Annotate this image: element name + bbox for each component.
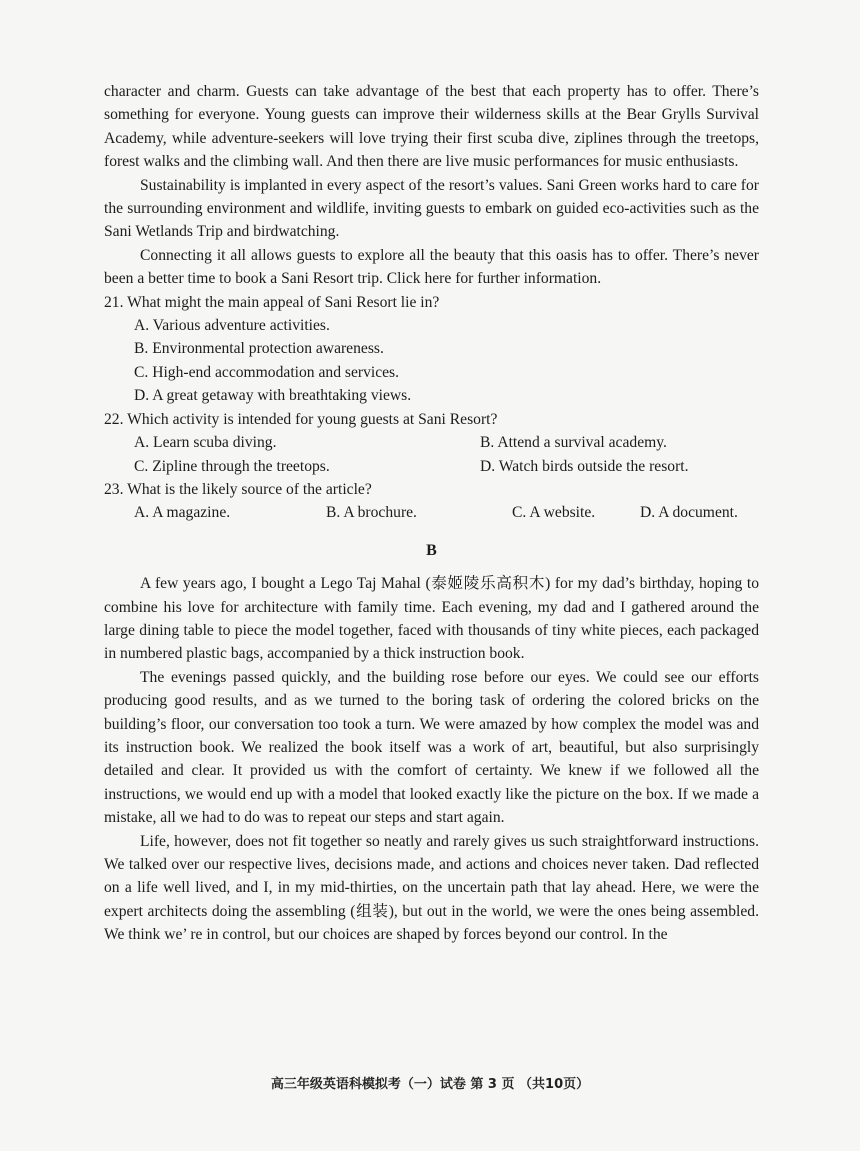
passage-a-paragraph: Sustainability is implanted in every aspect of the resort’s values. Sani Green works hard to care for the surrounding environment and wildlife, inviting guests to embark on guided eco-activities such as the Sani Wetlands Trip and birdwatching. — [104, 176, 759, 241]
option-a: A. Learn scuba diving. — [134, 434, 277, 452]
option-b: B. A brochure. — [326, 504, 417, 522]
option-a: A. A magazine. — [134, 504, 231, 522]
passage-b-paragraph: The evenings passed quickly, and the building rose before our eyes. We could see our efforts producing good results, and as we turned to the boring task of ordering the colored bricks on the building’s floor, our conversation too took a turn. We were amazed by how complex the model was and its instruction book. We realized the book itself was a work of art, beautiful, but also surprisingly detailed and clear. It provided us with the comfort of certainty. We knew if we followed all the instructions, we would end up with a model that looked exactly like the picture on the box. If we made a mistake, all we had to do was to repeat our steps and start again. — [104, 668, 759, 827]
question-stem: 23. What is the likely source of the article? — [104, 480, 372, 498]
question-23 — [104, 478, 759, 525]
section-heading: B — [426, 541, 437, 559]
option-c: C. A website. — [512, 504, 596, 522]
page-footer: 高三年级英语科模拟考（一）试卷 第 3 页 （共10页） — [270, 1077, 590, 1092]
option-d: D. A great getaway with breathtaking views. — [134, 387, 412, 405]
question-stem: 21. What might the main appeal of Sani Resort lie in? — [104, 293, 440, 311]
page-content — [104, 80, 759, 947]
passage-a-paragraph: Connecting it all allows guests to explore all the beauty that this oasis has to offer. There’s never been a better time to book a Sani Resort trip. Click here for further information. — [104, 246, 759, 288]
option-list — [104, 314, 759, 408]
passage-a-paragraph: character and charm. Guests can take advantage of the best that each property has to offer. There’s something for everyone. Young guests can improve their wilderness skills at the Bear Grylls Survival Academy, while adventure-seekers will love trying their first scuba dive, ziplines through the treetops, forest walks and the climbing wall. And then there are live music performances for music enthusiasts. — [104, 83, 759, 171]
option-a: A. Various adventure activities. — [134, 317, 330, 335]
option-c: C. Zipline through the treetops. — [134, 457, 330, 475]
option-d: D. A document. — [640, 504, 738, 522]
option-d: D. Watch birds outside the resort. — [480, 457, 689, 475]
question-22 — [104, 408, 759, 478]
option-b: B. Attend a survival academy. — [480, 434, 667, 452]
option-grid — [104, 431, 759, 478]
passage-b-paragraph: Life, however, does not fit together so neatly and rarely gives us such straightforward instructions. We talked over our respective lives, decisions made, and actions and choices never taken. Dad reflected on a life well lived, and I, in my mid-thirties, on the uncertain path that lay ahead. Here, we were the expert architects doing the assembling (组装), but out in the world, we were the ones being assembled. We think we’ re in control, but our choices are shaped by forces beyond our control. In the — [104, 832, 759, 944]
option-row — [104, 501, 759, 524]
question-stem: 22. Which activity is intended for young guests at Sani Resort? — [104, 410, 498, 428]
question-21 — [104, 291, 759, 408]
passage-b-paragraph: A few years ago, I bought a Lego Taj Mahal (泰姬陵乐高积木) for my dad’s birthday, hoping to combine his love for architecture with family time. Each evening, my dad and I gathered around the large dining table to piece the model together, faced with thousands of tiny white pieces, each packaged in numbered plastic bags, accompanied by a thick instruction book. — [104, 575, 759, 663]
option-b: B. Environmental protection awareness. — [134, 340, 384, 358]
option-c: C. High-end accommodation and services. — [134, 363, 400, 381]
